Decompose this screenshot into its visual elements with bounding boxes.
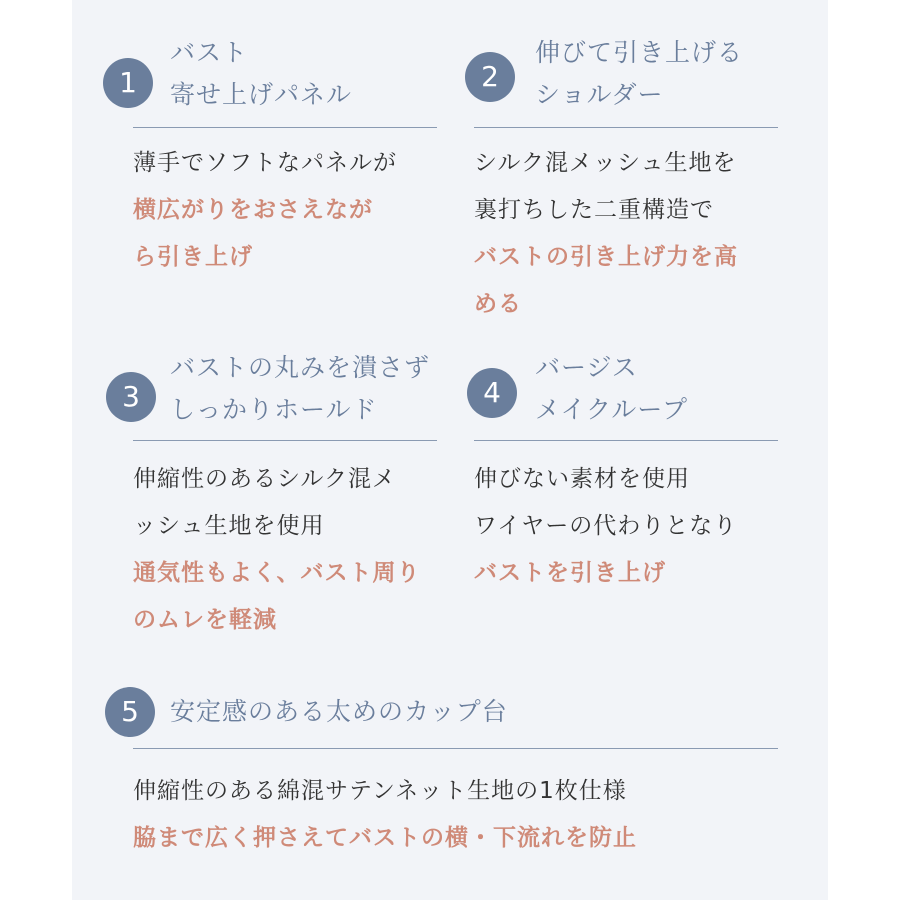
body-line: ッシュ生地を使用 xyxy=(133,513,325,539)
accent-line: 横広がりをおさえなが xyxy=(133,197,373,223)
number-badge-4: 4 xyxy=(467,368,517,418)
accent-line: バストの引き上げ力を高 xyxy=(474,244,738,270)
feature-panel xyxy=(72,0,828,900)
body-line: 伸縮性のある綿混サテンネット生地の1枚仕様 xyxy=(133,778,627,804)
accent-line: 通気性もよく、バスト周り xyxy=(133,560,421,586)
title-line: バスト xyxy=(170,38,249,67)
number-badge-2: 2 xyxy=(465,52,515,102)
body-line: 伸縮性のあるシルク混メ xyxy=(133,466,396,492)
feature-body-5 xyxy=(133,768,637,862)
title-line: ショルダー xyxy=(535,80,664,109)
accent-line: のムレを軽減 xyxy=(133,607,277,633)
accent-line: める xyxy=(474,291,522,317)
body-line: 伸びない素材を使用 xyxy=(474,466,690,492)
accent-line: バストを引き上げ xyxy=(474,560,666,586)
divider-5 xyxy=(133,748,778,749)
title-line: バージス xyxy=(535,353,638,382)
divider-4 xyxy=(474,440,778,441)
feature-title-3 xyxy=(170,347,430,431)
feature-title-5 xyxy=(170,691,508,733)
feature-title-2 xyxy=(535,32,743,116)
title-line: しっかりホールド xyxy=(170,395,378,424)
divider-2 xyxy=(474,127,778,128)
number-badge-3: 3 xyxy=(106,372,156,422)
accent-line: 脇まで広く押さえてバストの横・下流れを防止 xyxy=(133,825,637,851)
body-line: 裏打ちした二重構造で xyxy=(474,197,714,223)
title-line: 安定感のある太めのカップ台 xyxy=(170,697,508,726)
accent-line: ら引き上げ xyxy=(133,244,253,270)
feature-body-3 xyxy=(133,456,421,644)
number-badge-1: 1 xyxy=(103,58,153,108)
divider-1 xyxy=(133,127,437,128)
feature-body-4 xyxy=(474,456,737,597)
feature-title-4 xyxy=(535,347,688,431)
feature-title-1 xyxy=(170,32,352,116)
body-line: シルク混メッシュ生地を xyxy=(474,150,737,176)
body-line: ワイヤーの代わりとなり xyxy=(474,513,738,539)
divider-3 xyxy=(133,440,437,441)
title-line: 伸びて引き上げる xyxy=(535,38,744,67)
title-line: 寄せ上げパネル xyxy=(170,80,353,109)
number-badge-5: 5 xyxy=(105,687,155,737)
title-line: バストの丸みを潰さず xyxy=(170,353,431,382)
title-line: メイクループ xyxy=(535,395,689,424)
feature-body-1 xyxy=(133,140,397,281)
feature-body-2 xyxy=(474,140,738,328)
body-line: 薄手でソフトなパネルが xyxy=(133,150,397,176)
